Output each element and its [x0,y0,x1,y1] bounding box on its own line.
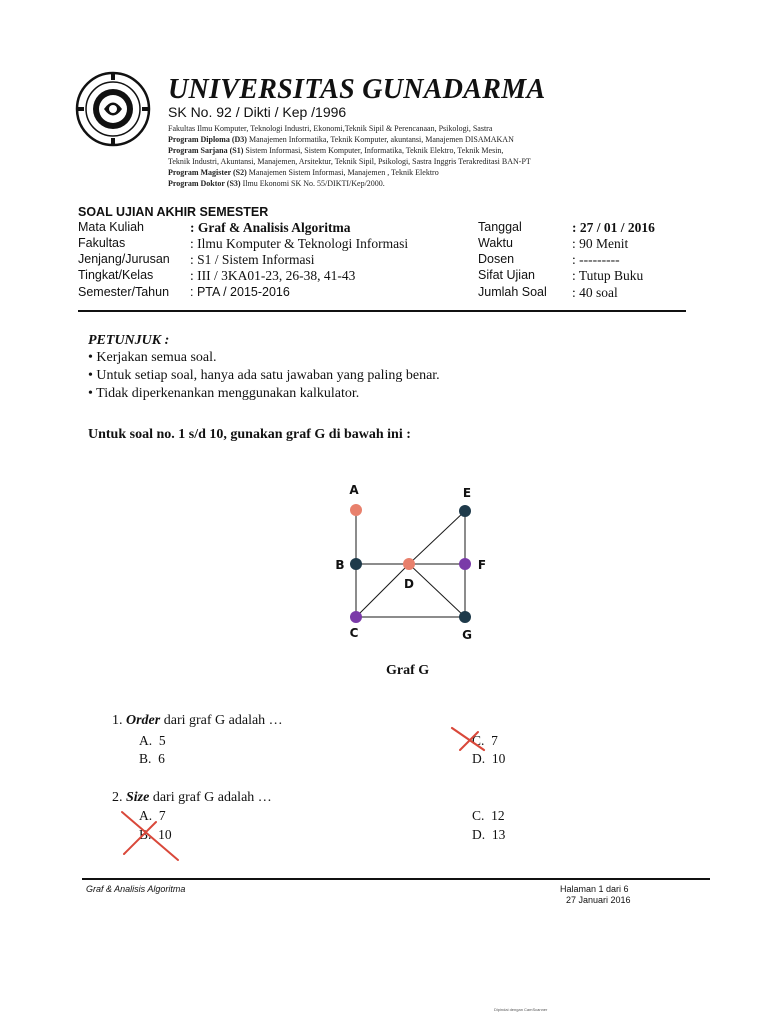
header-line: Teknik Industri, Akuntansi, Manajemen, Arsitektur, Teknik Sipil, Psikologi, Sastra Inggris Terakreditasi BAN-PT [168,157,531,166]
sk-number: SK No. 92 / Dikti / Kep /1996 [168,104,347,120]
info-value: : S1 / Sistem Informasi [190,252,315,267]
graph-edge-DG [409,564,465,617]
info-value: : --------- [572,252,620,267]
info-label: Jenjang/Jurusan [78,252,170,266]
question-1-option-d[interactable]: D. 10 [472,751,506,766]
section-heading: Untuk soal no. 1 s/d 10, gunakan graf G di bawah ini : [88,427,411,442]
graph-node-label-C: C [349,626,359,640]
graph-caption: Graf G [386,663,430,678]
answer-cross-mark-icon [450,724,490,754]
graph-node-label-G: G [462,628,472,642]
info-label: Waktu [478,236,513,250]
question-keyword: Order [126,713,161,728]
question-1-stem [112,713,283,729]
question-number: 2. [112,790,123,805]
graph-node-label-F: F [477,558,487,572]
footer-divider [82,878,710,880]
graph-g [300,476,520,646]
footer-date: 27 Januari 2016 [566,895,631,905]
question-2-option-b[interactable]: B. 10 [139,827,172,842]
header-line: Program Sarjana (S1) Sistem Informasi, Sistem Komputer, Informatika, Teknik Elektro, Teknik Mesin, [168,146,504,155]
graph-node-label-B: B [335,558,345,572]
info-label: Jumlah Soal [478,285,547,299]
graph-edge-DE [409,511,465,564]
info-value: : Graf & Analisis Algoritma [190,220,351,235]
header-line: Program Doktor (S3) Ilmu Ekonomi SK No. 55/DIKTI/Kep/2000. [168,179,385,188]
graph-edge-CD [356,564,409,617]
graph-node-C [350,611,362,623]
graph-node-B [350,558,362,570]
info-label: Mata Kuliah [78,220,145,234]
instruction-item: • Tidak diperkenankan menggunakan kalkulator. [88,386,360,401]
graph-node-G [459,611,471,623]
question-2-option-a[interactable]: A. 7 [139,808,166,823]
question-2-option-d[interactable]: D. 13 [472,827,506,842]
question-1-option-c[interactable]: C. 7 [472,733,498,748]
info-value: : 27 / 01 / 2016 [572,220,655,235]
info-value: : Tutup Buku [572,268,644,283]
question-1-option-a[interactable]: A. 5 [139,733,166,748]
university-name: UNIVERSITAS GUNADARMA [168,74,546,105]
info-label: Sifat Ujian [478,268,535,282]
header-line: Program Diploma (D3) Manajemen Informatika, Teknik Komputer, akuntansi, Manajemen DISAMAKAN [168,135,514,144]
info-value: : PTA / 2015-2016 [190,285,290,299]
footer-page-number: Halaman 1 dari 6 [560,884,629,894]
graph-node-E [459,505,471,517]
graph-node-F [459,558,471,570]
graph-node-D [403,558,415,570]
answer-cross-mark-icon [118,808,184,866]
question-number: 1. [112,713,123,728]
question-2-option-c[interactable]: C. 12 [472,808,505,823]
info-value: : Ilmu Komputer & Teknologi Informasi [190,236,409,251]
header-line: Program Magister (S2) Manajemen Sistem Informasi, Manajemen , Teknik Elektro [168,168,439,177]
graph-node-label-E: E [462,486,472,500]
instruction-item: • Kerjakan semua soal. [88,350,217,365]
info-label: Dosen [478,252,515,266]
info-label: Fakultas [78,236,126,250]
instructions-title: PETUNJUK : [88,333,170,348]
graph-node-label-A: A [349,483,359,497]
instruction-item: • Untuk setiap soal, hanya ada satu jawaban yang paling benar. [88,368,440,383]
question-2-stem [112,790,272,806]
info-label: Tanggal [478,220,522,234]
header-divider [78,310,686,312]
footer-course: Graf & Analisis Algoritma [86,884,186,894]
question-text: dari graf G adalah … [149,790,272,805]
info-value: : III / 3KA01-23, 26-38, 41-43 [190,268,356,283]
scanner-watermark: Dipindai dengan CamScanner [494,1007,548,1012]
graph-node-A [350,504,362,516]
question-text: dari graf G adalah … [160,713,283,728]
info-value: : 90 Menit [572,236,629,251]
university-logo [74,70,152,148]
info-value: : 40 soal [572,285,618,300]
header-line: Fakultas Ilmu Komputer, Teknologi Industri, Ekonomi,Teknik Sipil & Perencanaan, Psikologi, Sastra [168,124,493,133]
question-1-option-b[interactable]: B. 6 [139,751,165,766]
info-label: Semester/Tahun [78,285,170,299]
info-label: Tingkat/Kelas [78,268,154,282]
graph-node-label-D: D [404,577,414,591]
question-keyword: Size [126,790,150,805]
exam-title: SOAL UJIAN AKHIR SEMESTER [78,205,269,219]
